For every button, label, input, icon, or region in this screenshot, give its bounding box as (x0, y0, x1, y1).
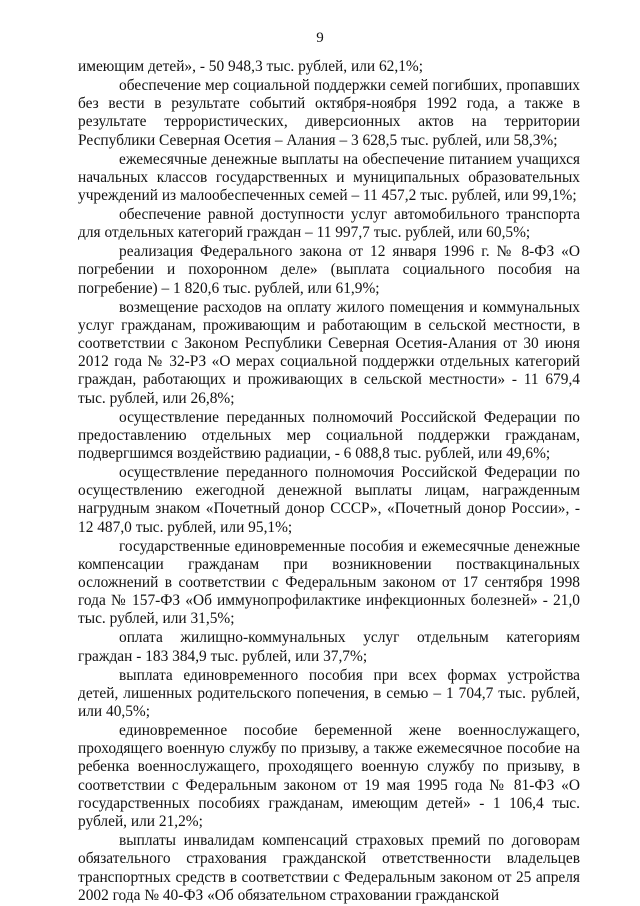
paragraph: осуществление переданного полномочия Российской Федерации по осуществлению ежегодной денежной выплаты лицам, награжденным нагрудным знаком «Почетный донор СССР», «Почетный донор России», - 12 487,0 тыс. рублей, или 95,1%; (78, 464, 580, 536)
paragraph: имеющим детей», - 50 948,3 тыс. рублей, или 62,1%; (78, 58, 424, 75)
paragraph: выплата единовременного пособия при всех формах устройства детей, лишенных родительского попечения, в семью – 1 704,7 тыс. рублей, или 40,5%; (78, 666, 580, 721)
document-body (78, 58, 580, 906)
paragraph: возмещение расходов на оплату жилого помещения и коммунальных услуг гражданам, проживающим и работающим в сельской местности, в соответствии с Законом Республики Северная Осетия-Алания от 30 июня 2012 года № 32-РЗ «О мерах социальной поддержки отдельных категорий граждан, работающих и проживающих в сельской местности» - 11 679,4 тыс. рублей, или 26,8%; (78, 298, 580, 407)
paragraph: ежемесячные денежные выплаты на обеспечение питанием учащихся начальных классов государственных и муниципальных образовательных учреждений из малообеспеченных семей – 11 457,2 тыс. рублей, или 99,1%; (78, 150, 580, 205)
paragraph: реализация Федерального закона от 12 января 1996 г. № 8-ФЗ «О погребении и похоронном деле» (выплата социального пособия на погребение) – 1 820,6 тыс. рублей, или 61,9%; (78, 243, 580, 297)
paragraph: выплаты инвалидам компенсаций страховых премий по договорам обязательного страхования гражданской ответственности владельцев транспортных средств в соответствии с Федеральным законом от 25 апреля 2002 года № 40-ФЗ «Об обязательном страховании гражданской (78, 832, 580, 904)
paragraph: обеспечение мер социальной поддержки семей погибших, пропавших без вести в результате событий октября-ноября 1992 года, а также в результате террористических, диверсионных актов на территории Республики Северная Осетия – Алания – 3 628,5 тыс. рублей, или 58,3%; (78, 77, 580, 149)
paragraph: единовременное пособие беременной жене военнослужащего, проходящего военную службу по призыву, а также ежемесячное пособие на ребенка военнослужащего, проходящего военную службу по призыву, в соответствии с Федеральным законом от 19 мая 1995 года № 81-ФЗ «О государственных пособиях гражданам, имеющим детей» - 1 106,4 тыс. рублей, или 21,2%; (78, 722, 580, 831)
paragraph: осуществление переданных полномочий Российской Федерации по предоставлению отдельных мер социальной поддержки гражданам, подвергшимся воздействию радиации, - 6 088,8 тыс. рублей, или 49,6%; (78, 408, 580, 463)
paragraph: государственные единовременные пособия и ежемесячные денежные компенсации гражданам при возникновении поствакцинальных осложнений в соответствии с Федеральным законом от 17 сентября 1998 года № 157-ФЗ «Об иммунопрофилактике инфекционных болезней» - 21,0 тыс. рублей, или 31,5%; (78, 537, 580, 628)
page-number: 9 (316, 30, 324, 46)
paragraph: оплата жилищно-коммунальных услуг отдельным категориям граждан - 183 384,9 тыс. рублей, или 37,7%; (78, 629, 580, 665)
paragraph: обеспечение равной доступности услуг автомобильного транспорта для отдельных категорий граждан – 11 997,7 тыс. рублей, или 60,5%; (78, 206, 580, 242)
